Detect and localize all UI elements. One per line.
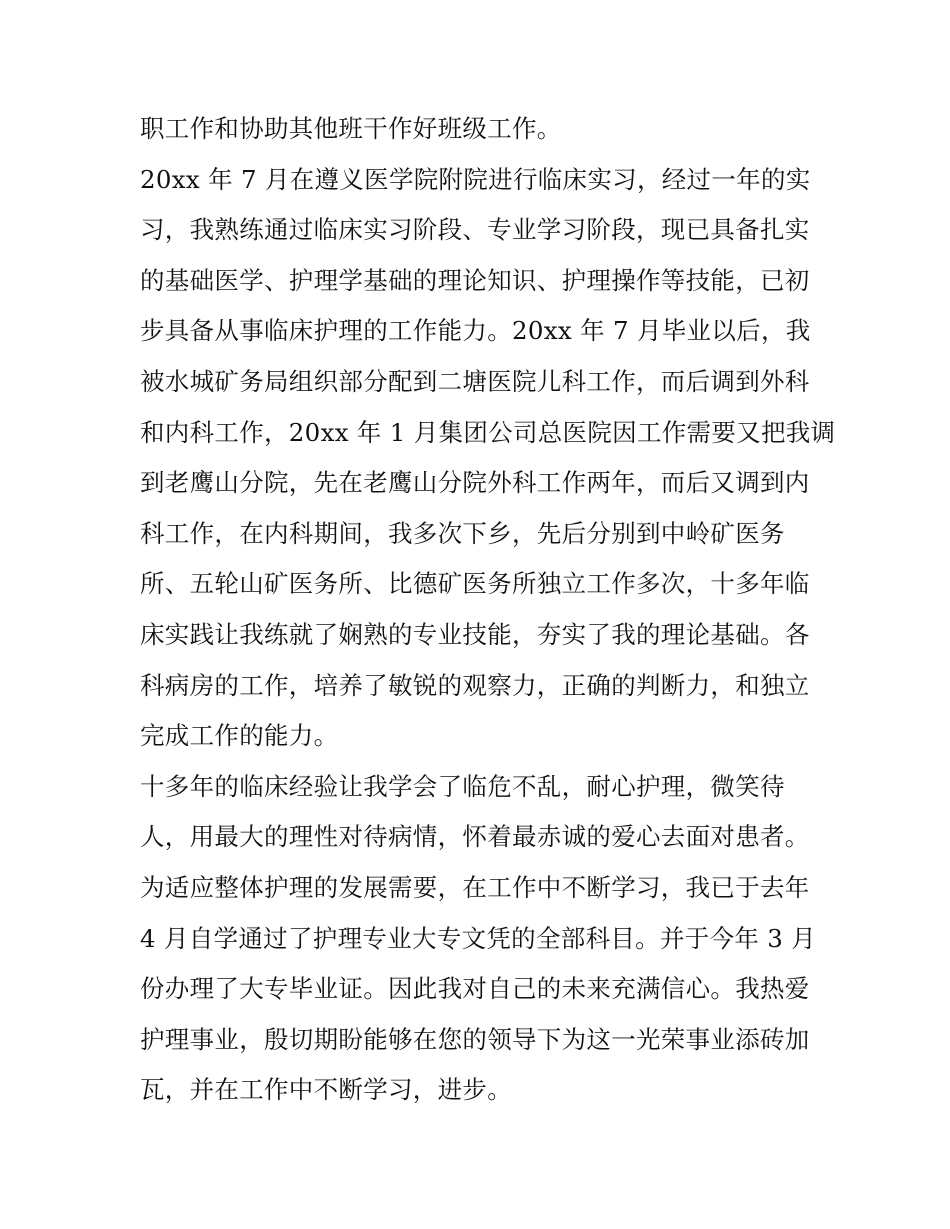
text-line: 份办理了大专毕业证。因此我对自己的未来充满信心。我热爱 <box>140 974 810 1004</box>
text-line: 瓦，并在工作中不断学习，进步。 <box>140 1075 512 1105</box>
document-body <box>140 104 836 1116</box>
text-line: 护理事业，殷切期盼能够在您的领导下为这一光荣事业添砖加 <box>140 1024 810 1054</box>
text-line: 职工作和协助其他班干作好班级工作。 <box>140 114 562 143</box>
text-line: 十多年的临床经验让我学会了临危不乱，耐心护理，微笑待 <box>140 771 785 801</box>
text-line: 20xx 年 7 月在遵义医学院附院进行临床实习，经过一年的实 <box>140 164 811 194</box>
text-line: 4 月自学通过了护理专业大专文凭的全部科目。并于今年 3 月 <box>140 923 817 953</box>
text-line: 的基础医学、护理学基础的理论知识、护理操作等技能，已初 <box>140 265 810 295</box>
text-line: 为适应整体护理的发展需要，在工作中不断学习，我已于去年 <box>140 872 810 902</box>
text-line: 完成工作的能力。 <box>140 721 339 751</box>
text-line: 床实践让我练就了娴熟的专业技能，夯实了我的理论基础。各 <box>140 619 810 649</box>
text-line: 和内科工作，20xx 年 1 月集团公司总医院因工作需要又把我调 <box>140 417 836 447</box>
text-line: 科病房的工作，培养了敏锐的观察力，正确的判断力，和独立 <box>140 670 810 700</box>
text-line: 人，用最大的理性对待病情，怀着最赤诚的爱心去面对患者。 <box>140 822 810 852</box>
text-line: 科工作，在内科期间，我多次下乡，先后分别到中岭矿医务 <box>140 518 785 548</box>
text-line: 被水城矿务局组织部分配到二塘医院儿科工作，而后调到外科 <box>140 366 810 396</box>
text-line: 所、五轮山矿医务所、比德矿医务所独立工作多次，十多年临 <box>140 569 810 599</box>
text-line: 到老鹰山分院，先在老鹰山分院外科工作两年，而后又调到内 <box>140 468 810 498</box>
text-line: 习，我熟练通过临床实习阶段、专业学习阶段，现已具备扎实 <box>140 215 810 245</box>
text-line: 步具备从事临床护理的工作能力。20xx 年 7 月毕业以后，我 <box>140 316 811 346</box>
